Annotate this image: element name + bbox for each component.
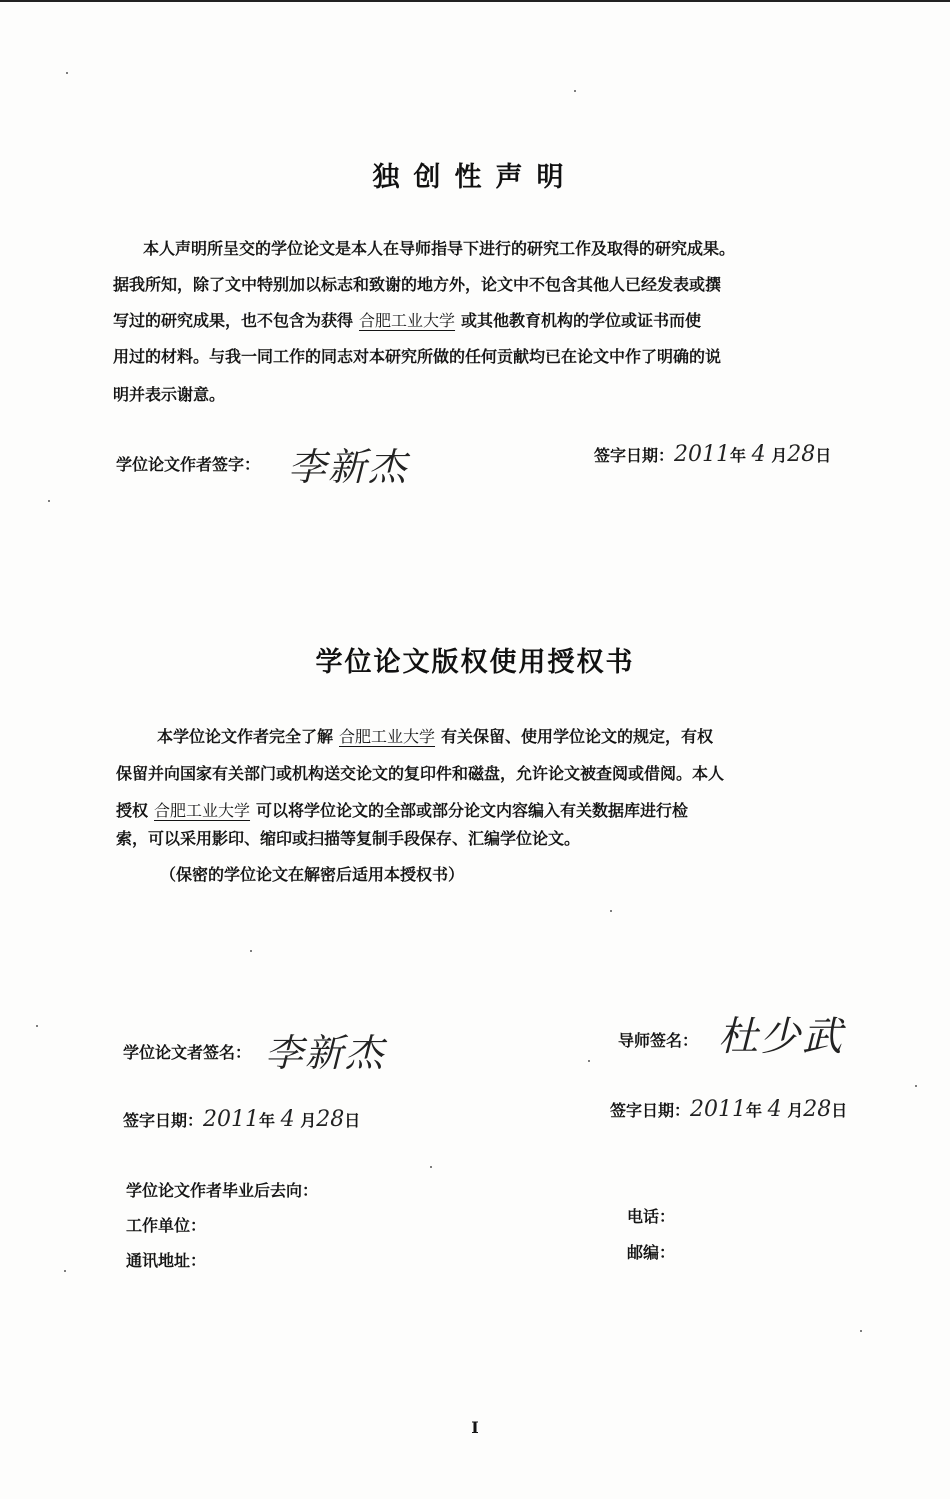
after-graduation-heading: 学位论文作者毕业后去向： xyxy=(126,1181,319,1200)
declaration-date-month: 4 xyxy=(751,442,766,467)
scan-speck xyxy=(588,1060,590,1062)
declaration-date xyxy=(594,442,831,467)
declaration-line-3 xyxy=(113,308,701,331)
declaration-month-char: 月 xyxy=(771,446,788,465)
authorization-university-1: 合肥工业大学 xyxy=(339,727,436,746)
authorization-note: （保密的学位论文在解密后适用本授权书） xyxy=(160,865,465,884)
advisor-day-char: 日 xyxy=(831,1101,848,1120)
author-sign-label: 学位论文作者签字： xyxy=(116,455,261,474)
scan-speck xyxy=(915,1085,917,1087)
declaration-year-char: 年 xyxy=(730,446,747,465)
authorization-university-2: 合肥工业大学 xyxy=(154,801,251,820)
declaration-date-year: 2011 xyxy=(674,442,731,467)
authorization-line-4: 索，可以采用影印、缩印或扫描等复制手段保存、汇编学位论文。 xyxy=(116,829,581,848)
scan-speck xyxy=(48,500,50,502)
authorization-line-1-suffix: 有关保留、使用学位论文的规定，有权 xyxy=(441,727,714,746)
scan-speck xyxy=(574,90,576,92)
declaration-line-5: 明并表示谢意。 xyxy=(113,385,226,404)
declaration-date-day: 28 xyxy=(787,442,816,467)
declaration-line-3-lead: 写 xyxy=(113,311,130,330)
work-unit-label: 工作单位： xyxy=(126,1216,207,1235)
scan-speck xyxy=(64,1270,66,1272)
phone-label: 电话： xyxy=(627,1207,676,1226)
scan-speck xyxy=(66,72,68,74)
scan-speck xyxy=(610,910,612,912)
author-date-year: 2011 xyxy=(203,1107,260,1132)
advisor-signature: 杜少武 xyxy=(718,1014,844,1060)
authorization-line-3-suffix: 可以将学位论文的全部或部分论文内容编入有关数据库进行检 xyxy=(256,801,689,820)
scan-top-border xyxy=(0,0,950,2)
page-number: I xyxy=(471,1418,479,1437)
author-date-day: 28 xyxy=(316,1107,345,1132)
advisor-date-month: 4 xyxy=(767,1097,782,1122)
authorization-line-3-prefix: 授权 xyxy=(116,801,149,820)
advisor-date-day: 28 xyxy=(803,1097,832,1122)
author-signature-2: 李新杰 xyxy=(265,1031,386,1075)
address-label: 通讯地址： xyxy=(126,1251,207,1270)
declaration-line-4: 用过的材料。与我一同工作的同志对本研究所做的任何贡献均已在论文中作了明确的说 xyxy=(113,347,722,366)
author-date-month: 4 xyxy=(280,1107,295,1132)
authorization-title: 学位论文版权使用授权书 xyxy=(315,647,635,678)
declaration-line-3-suffix: 或其他教育机构的学位或证书而使 xyxy=(461,311,702,330)
authorization-line-1 xyxy=(157,724,713,747)
author-month-char: 月 xyxy=(300,1111,317,1130)
author-day-char: 日 xyxy=(344,1111,361,1130)
authorization-line-1-prefix: 本学位论文作者完全了解 xyxy=(157,727,334,746)
advisor-date-year: 2011 xyxy=(690,1097,747,1122)
originality-title: 独创性声明 xyxy=(372,162,578,193)
scan-speck xyxy=(860,1330,862,1332)
author-date xyxy=(123,1107,360,1132)
author-signature-1: 李新杰 xyxy=(288,445,409,489)
author-date-label: 签字日期： xyxy=(123,1111,204,1130)
advisor-year-char: 年 xyxy=(746,1101,763,1120)
authorization-line-2: 保留并向国家有关部门或机构送交论文的复印件和磁盘，允许论文被查阅或借阅。本人 xyxy=(116,764,725,783)
university-name-blank: 合肥工业大学 xyxy=(359,311,456,330)
advisor-date-label: 签字日期： xyxy=(610,1101,691,1120)
author-sign-label-2: 学位论文者签名： xyxy=(123,1043,252,1062)
declaration-date-label: 签字日期： xyxy=(594,446,675,465)
scan-speck xyxy=(430,1166,432,1168)
advisor-month-char: 月 xyxy=(787,1101,804,1120)
scan-speck xyxy=(250,950,252,952)
postcode-label: 邮编： xyxy=(627,1243,676,1262)
advisor-date xyxy=(610,1097,847,1122)
declaration-day-char: 日 xyxy=(815,446,832,465)
scan-speck xyxy=(36,1025,38,1027)
advisor-sign-label: 导师签名： xyxy=(618,1031,699,1050)
declaration-line-2: 据我所知，除了文中特别加以标志和致谢的地方外，论文中不包含其他人已经发表或撰 xyxy=(113,275,722,294)
declaration-line-1: 本人声明所呈交的学位论文是本人在导师指导下进行的研究工作及取得的研究成果。 xyxy=(143,239,736,258)
authorization-line-3 xyxy=(116,798,688,821)
declaration-line-3-prefix: 过的研究成果，也不包含为获得 xyxy=(129,311,354,330)
author-year-char: 年 xyxy=(259,1111,276,1130)
